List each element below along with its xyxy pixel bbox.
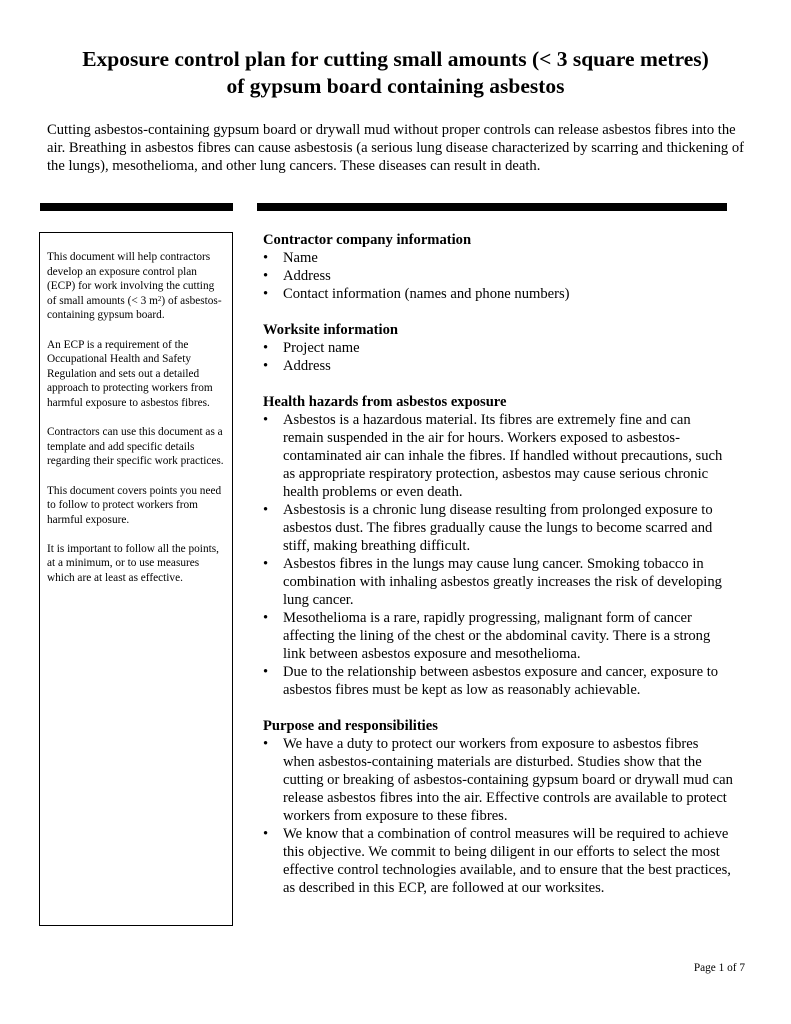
bullet-icon: • <box>263 286 269 302</box>
list-item: • Asbestos fibres in the lungs may cause lung cancer. Smoking tobacco in combination with inhaling asbestos greatly increases the risk of developing lung cancer. <box>263 556 722 608</box>
list-item: • Asbestos is a hazardous material. Its fibres are extremely fine and can remain suspended in the air for hours. Workers exposed to asbestos-contaminated air can inhale the fibres. If handled without precautions, such as appropriate respiratory protection, asbestos may cause serious chronic health problems or even death. <box>263 412 723 500</box>
section-contractor-info <box>263 231 733 303</box>
section-worksite-info <box>263 321 733 375</box>
bullet-icon: • <box>263 826 269 842</box>
bullet-list <box>263 735 733 897</box>
bullet-icon: • <box>263 736 269 752</box>
bullet-icon: • <box>263 664 269 680</box>
bullet-list <box>263 339 733 375</box>
bullet-icon: • <box>263 412 269 428</box>
bullet-icon: • <box>263 502 269 518</box>
list-item: • Asbestosis is a chronic lung disease resulting from prolonged exposure to asbestos dust. The fibres gradually cause the lungs to become scarred and stiff, making breathing difficult. <box>263 502 713 554</box>
list-item: • We know that a combination of control measures will be required to achieve this objective. We commit to being diligent in our efforts to select the most effective control technologies available, and to ensure that the best practices, as described in this ECP, are followed at our worksites. <box>263 826 731 896</box>
title-line-1: Exposure control plan for cutting small amounts (< 3 square metres) <box>82 47 709 71</box>
list-item: • Due to the relationship between asbestos exposure and cancer, exposure to asbestos fibres must be kept as low as reasonably achievable. <box>263 664 719 698</box>
sidebar-paragraph: An ECP is a requirement of the Occupational Health and Safety Regulation and sets out a detailed approach to protecting workers from harmful exposure to asbestos fibres. <box>47 338 213 409</box>
sidebar-info-box <box>39 232 233 926</box>
bullet-icon: • <box>263 610 269 626</box>
bullet-icon: • <box>263 340 269 356</box>
intro-paragraph: Cutting asbestos-containing gypsum board or drywall mud without proper controls can release asbestos fibres into the air. Breathing in asbestos fibres can cause asbestosis (a serious lung disease characterized by scarring and thickening of the lungs), mesothelioma, and other lung cancers. These diseases can result in death. <box>47 122 745 174</box>
list-item: • Contact information (names and phone numbers) <box>263 286 570 302</box>
bullet-list <box>263 249 733 303</box>
page-number: Page 1 of 7 <box>693 962 745 974</box>
section-heading: Purpose and responsibilities <box>263 718 438 734</box>
section-purpose-responsibilities <box>263 717 733 897</box>
section-heading: Contractor company information <box>263 232 472 248</box>
document-title <box>40 46 751 100</box>
list-item: • Address <box>263 358 331 374</box>
bullet-icon: • <box>263 250 269 266</box>
sidebar-paragraph: This document covers points you need to follow to protect workers from harmful exposure. <box>47 484 222 526</box>
sidebar-paragraph: It is important to follow all the points, at a minimum, or to use measures which are at least as effective. <box>47 542 219 585</box>
sidebar-paragraph: This document will help contractors develop an exposure control plan (ECP) for work involving the cutting of small amounts (< 3 $m^2$) of asbestos-containing gypsum board. <box>47 251 222 322</box>
title-line-2: of gypsum board containing asbestos <box>226 74 565 98</box>
list-item: • Name <box>263 250 318 266</box>
list-item: • Project name <box>263 340 360 356</box>
sidebar-divider-bar <box>40 203 233 211</box>
main-content <box>263 231 733 915</box>
list-item: • Mesothelioma is a rare, rapidly progressing, malignant form of cancer affecting the lining of the chest or the abdominal cavity. There is a strong link between asbestos exposure and mesothelioma. <box>263 610 711 662</box>
sidebar-paragraph: Contractors can use this document as a template and add specific details regarding their specific work practices. <box>47 426 224 468</box>
list-item: • We have a duty to protect our workers from exposure to asbestos fibres when asbestos-containing materials are disturbed. Studies show that the cutting or breaking of asbestos-containing gypsum board or drywall mud can release asbestos fibres into the air. Effective controls are available to protect workers from exposure to these fibres. <box>263 736 733 824</box>
section-heading: Health hazards from asbestos exposure <box>263 394 507 410</box>
section-health-hazards <box>263 393 733 699</box>
bullet-list <box>263 411 733 699</box>
list-item: • Address <box>263 268 331 284</box>
main-divider-bar <box>257 203 727 211</box>
bullet-icon: • <box>263 358 269 374</box>
bullet-icon: • <box>263 556 269 572</box>
bullet-icon: • <box>263 268 269 284</box>
section-heading: Worksite information <box>263 322 398 338</box>
